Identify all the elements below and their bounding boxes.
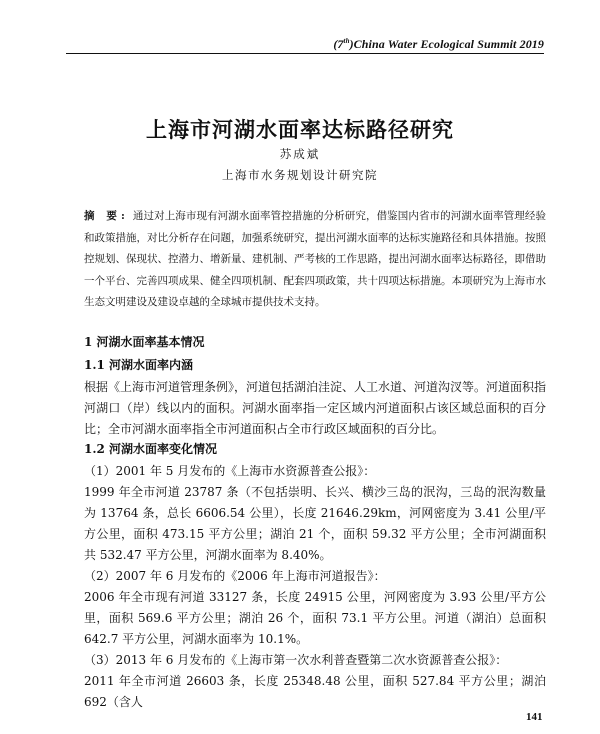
- paper-title: 上海市河湖水面率达标路径研究: [146, 117, 454, 142]
- running-header: (7th)China Water Ecological Summit 2019: [333, 37, 544, 51]
- section-heading-1-1: 1.1 河湖水面率内涵: [84, 358, 194, 372]
- paragraph-2011-stats: 2011 年全市河道 26603 条，长度 25348.48 公里，面积 527.84 平方公里；湖泊 692（含人: [84, 674, 546, 709]
- paragraph-2001-heading: （1）2001 年 5 月发布的《上海市水资源普查公报》：: [84, 464, 376, 478]
- paragraph-1999-stats: 1999 年全市河道 23787 条（不包括崇明、长兴、横沙三岛的泯沟，三岛的泯沟数量为 13764 条，总长 6606.54 公里），长度 21646.29km，河网密度为 3.41 公里/平方公里，面积 473.15 平方公里；湖泊 21 个，面积 59.32 平方公里；全市河湖面积共 532.47 平方公里，河湖水面率为 8.40%。: [84, 485, 546, 562]
- edition-superscript: th: [343, 37, 350, 45]
- paragraph-2007-heading: （2）2007 年 6 月发布的《2006 年上海市河道报告》：: [84, 569, 386, 583]
- section-1-2-body: [84, 461, 546, 713]
- author-affiliation: 上海市水务规划设计研究院: [222, 168, 378, 182]
- header-rule: [66, 53, 544, 54]
- paragraph-2013-heading: （3）2013 年 6 月发布的《上海市第一次水利普查暨第二次水资源普查公报》：: [84, 653, 508, 667]
- abstract-text: 通过对上海市现有河湖水面率管控措施的分析研究，借鉴国内省市的河湖水面率管理经验和政策措施，对比分析存在问题，加强系统研究，提出河湖水面率的达标实施路径和具体措施。按照控规划、保现状、控潜力、增新量、建机制、严考核的工作思路，提出河湖水面率达标路径，即借助一个平台、完善四项成果、健全四项机制、配套四项政策，共十四项达标措施。本项研究为上海市水生态文明建设及建设卓越的全球城市提供技术支持。: [84, 210, 546, 308]
- section-heading-1: 1 河湖水面率基本情况: [84, 335, 205, 349]
- section-heading-1-2: 1.2 河湖水面率变化情况: [84, 442, 218, 456]
- page-number: 141: [526, 711, 543, 723]
- abstract-label: 摘 要:: [84, 210, 129, 222]
- section-1-1-body: [84, 377, 546, 440]
- paragraph-definition: 根据《上海市河道管理条例》，河道包括湖泊洼淀、人工水道、河道沟汊等。河道面积指河湖口（岸）线以内的面积。河湖水面率指一定区域内河道面积占该区域总面积的百分比；全市河湖水面率指全市河道面积占全市行政区域面积的百分比。: [84, 380, 547, 436]
- paragraph-2006-stats: 2006 年全市现有河道 33127 条，长度 24915 公里，河网密度为 3.93 公里/平方公里，面积 569.6 平方公里；湖泊 26 个，面积 73.1 平方公里。河道（湖泊）总面积 642.7 平方公里，河湖水面率为 10.1%。: [84, 590, 546, 646]
- abstract: [84, 206, 546, 314]
- author-name: 苏成斌: [279, 147, 321, 161]
